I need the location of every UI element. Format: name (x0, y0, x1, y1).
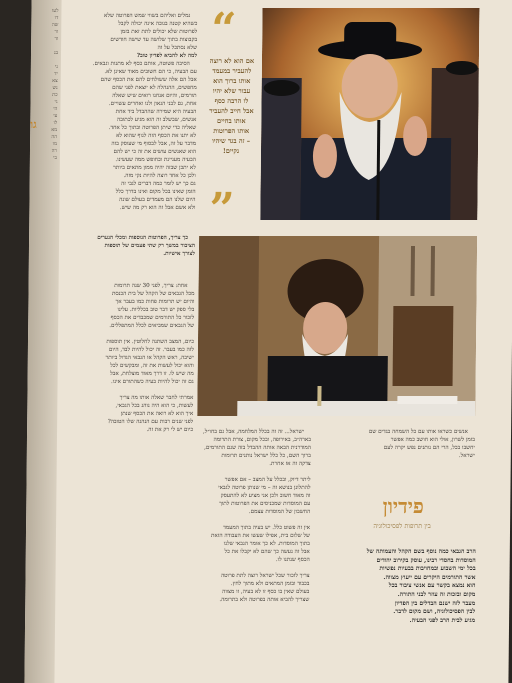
article-column-right-top (318, 420, 475, 490)
article-column-middle (196, 420, 311, 682)
previous-page-strip (24, 0, 61, 683)
section-title: פידיון (382, 494, 424, 518)
column-text: הסיבה פשוטה, אותם כסף לא מתנות וגבאים. עם הבעיה, כי הם חשובים מאוד שאינן לא. אבל הם אלה ששולחים להם את הכסף שהם מחפשים, ההנהלה לא יוצאת לפני שהם תורמים, והיום אנחנו רואים שיש שאלה אחת, גם לבני הגאון ולנו ואחרים עשויים. הבעיה היא שמירה שההבדל ביד אחת אנשים, שבשלב זה הוא מגיע לכתובה שאליה כדי שיתן הפרוטה ובתוך כל אחד. לא יתנו את הכסף הזה לגוף שהוא לא מדבר על זה, אבל לבסוף מי שעוסק בזה הוא שאנשים עושים את זה כי יש להם הבעיה מעניינת ובחופש ממה שעשינו. לא יתכן שבזה יהיה ממון מתאים ביותר ולכן כל אחד רוצה להיות נקי מזה. גם כך יש לומר כמה דברים לגבי זה הזמן שאינו בכל מקום ואינו בדרך כלל היום שלנו הם מעמדים בעולם שונה ולא אשם אבל זה הוא רק מה שיש. (92, 61, 197, 211)
pull-quote (201, 4, 261, 235)
photo-rabbi-at-table (197, 236, 477, 416)
strip-text: לעו דו שה ור וד בנ ני יד צא נש כת גי הי עי לו מא הה מו רה בי (51, 8, 59, 161)
article-column-left-bottom (60, 274, 194, 682)
section-intro: הרב הגבאי כמה נוסף בשם הקהל והעמותה של המוסדות בחסדי רבינו, עוסק בקירוב יהודים בכל ימי השבוע ובמחויבות בבעיות נפשיות אשר התורמים היקרים עם ייעוץ מצווה. הוא נמצא בקשר עם אנשי ציבור בכל מקום ובזכות זה עוזר לבני התורה. מעבר לזה ישנם הבדלים בין הפדיון לבין הפסיכולוגיה, ושם מקום לדבר. מגיע לבית הרב לפני הבעיה. (366, 548, 476, 624)
photo-rabbi-speaking (260, 8, 479, 220)
subheading: למה לא להביא לפדיון טוב? (136, 53, 198, 59)
column-text: ישראל... זה זה בכלל המלחמה, אבל גם בחו״ל, בארה״ב, באירופה, ובכל מקום, צורת התרומה המודרנית הבאה אותה ההבדל בזה שגם התורמים, ברוך השם, כל כלל ישראל נותנים תרומות צדקה זה אז אחרת. ליתר דיוק, ובכלל על המצב – אם אפשר להתלונן בנושא זה – מי שנותן פרוטה לגבאי זה מאוד חשוב ולכן אני מציע לא להתעסק עם המוסדות שמכניסים את הפרוטות לתוך החשבון של המוסדות עצמם. אין זה פשוט כלל. יש בעיה בתוך המעמד של שלום בית, אפילו שעשו את העבודה הזאת בתוך המוסדות. לא כך אומר הגבאי שלנו אבל זה נעשה כך שהם לא יקבלו את כל הכסף שנתנו לו. צריך לזכור שכל ישראל רוצה לתת פרוטה בכבוד ובזמן המתאים ולא מתוך לחץ. בעולם שאין בו כסף זו לא בעיה, זו מצווה שצריך להביא אותה בפרוטה ולא בתרומה. (203, 429, 311, 603)
quote-close-mark: ” (209, 184, 235, 235)
quote-text: אם הוא לא רוצה להעביר במעמד אותו ברוך הוא עבור שלא יהיו לו הרבה כסף אבל חייב להעביר אותו בחיים אותו הפרוטות – זה בגד שיהיו נקיים! (209, 57, 255, 155)
article-subheading-block (65, 226, 196, 276)
subheading: כך צריך, הפרוטות הנוספות ומכלי הנערים הציבור במשך רק שתי פעמים של תוספות לצורך אישיות. (97, 235, 196, 257)
magazine-page (24, 0, 512, 683)
strip-mark: גו (30, 118, 37, 131)
section-subtitle: בין תרופות לפסיכולוגיה (373, 522, 431, 530)
column-text: גמלים ואליהם בשווי שמש הפרוטה שלא כשהיא קטנה בגובה אינה יכולה לקבל לפרוטות שלא יכולים לתת זאת בזמן בקבוצות בתוך שלושה עד שישה חודשים שלא נסתכל על זה (103, 13, 198, 51)
column-text: אנשים כשראו אותו עם כל השמחה בגדים שם בזמן לשרון, אולי הוא חושב כמה אפשר יחשבו בכל, הרי הם נותנים נפש יקרה לעם ישראל. (368, 429, 475, 459)
column-text: אחת: צריך, לפני 30 שנה תרומות מכל הגבאים של הקהל של בית הכנסת והיום יש תרומות פחות כמו בעבר אך בלי ספק יש דבר טוב בכלליות. עלינו לזכור כל התורמים שמכבדים את הכסף של הגבאים שמביאים לכלל המתפללים. כיום, המצב השתנה לחלוטין. אין תוספות לזה כמו בעבר. זה יכול להיות לבד, היום ישיבה, ראש הקהל או הגבאי הגדול ביותר והוא יכול לעשות את זה, ומבקשים לכל מה שיש לו. זו דרך מאוד מוצלחת, אבל גם זה יכול להיות בעיה כשהתורם אינו. אמרתי לחבר שאלה אותו מה צריך לעשות, כי הוא היה נוהג בכל הגבאי, איך הוא לא רואה את הכסף שנתן לפני שנים רבות עם הנהגה שלו הטובה? כיום יש לי רק את זה. (105, 283, 195, 433)
quote-open-mark: “ (211, 4, 237, 55)
article-column-left-top (65, 4, 197, 226)
